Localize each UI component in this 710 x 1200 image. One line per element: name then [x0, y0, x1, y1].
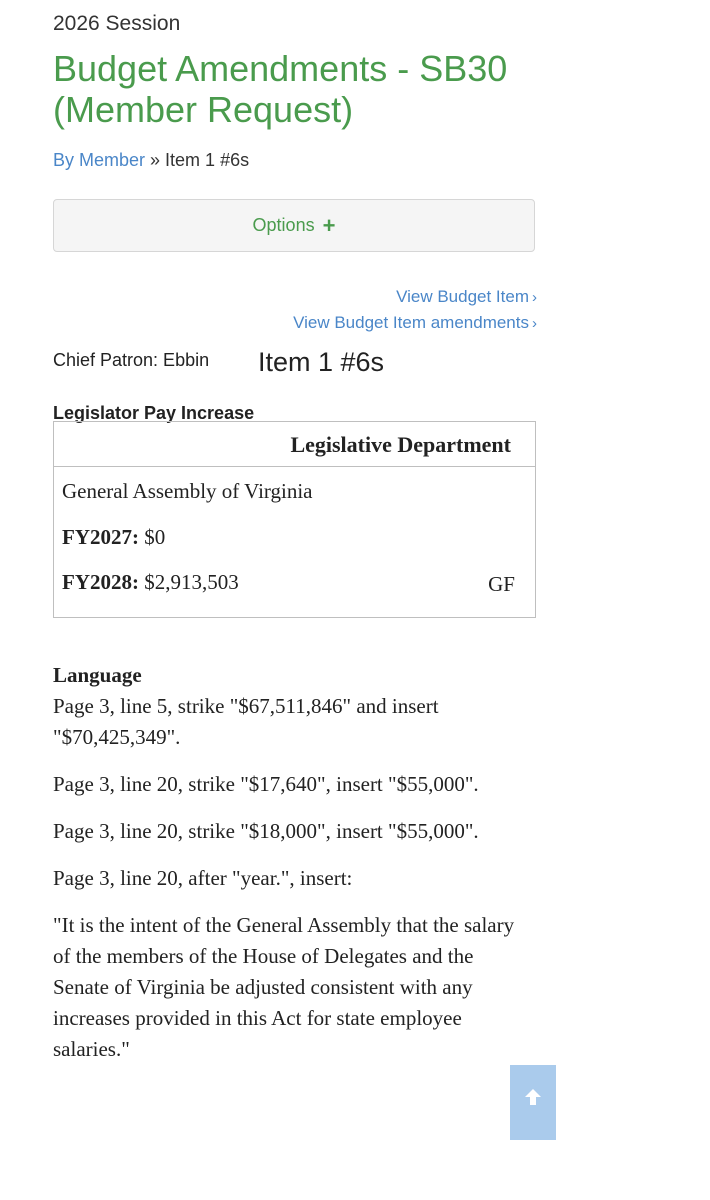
language-section	[53, 660, 523, 1081]
item-heading: Item 1 #6s	[258, 347, 385, 377]
fy2028-value: $2,913,503	[144, 570, 239, 594]
chief-patron: Chief Patron: Ebbin	[53, 350, 210, 370]
view-amendments-label: View Budget Item amendments	[293, 313, 529, 332]
language-paragraph: Page 3, line 20, strike "$17,640", insert "$55,000".	[53, 772, 479, 796]
view-budget-item-label: View Budget Item	[396, 287, 529, 306]
view-links	[293, 284, 537, 336]
language-heading: Language	[53, 663, 142, 687]
fund-code: GF	[488, 572, 515, 596]
department-header: Legislative Department	[54, 422, 535, 467]
language-paragraph: Page 3, line 20, strike "$18,000", insert "$55,000".	[53, 819, 479, 843]
view-budget-item-link[interactable]	[293, 284, 537, 310]
view-budget-item-amendments-link[interactable]	[293, 310, 537, 336]
agency-row	[62, 479, 515, 504]
language-paragraph: Page 3, line 5, strike "$67,511,846" and insert "$70,425,349".	[53, 694, 439, 749]
breadcrumb-by-member-link[interactable]: By Member	[53, 150, 146, 170]
chevron-right-icon: ›	[532, 315, 537, 332]
session-label: 2026 Session	[53, 12, 181, 35]
department-table	[53, 421, 536, 618]
fy2027-row	[62, 525, 515, 550]
breadcrumb-current: Item 1 #6s	[165, 150, 250, 170]
language-paragraph: "It is the intent of the General Assembly that the salary of the members of the House of Delegates and the Senate of Virginia be adjusted consistent with any increases provided in this Act for state employee salaries."	[53, 913, 515, 1061]
language-paragraph: Page 3, line 20, after "year.", insert:	[53, 866, 353, 890]
scroll-to-top-button[interactable]	[510, 1065, 556, 1140]
fy2028-row	[62, 570, 515, 595]
fy2028-label: FY2028:	[62, 570, 139, 594]
fy2027-value: $0	[144, 525, 166, 549]
options-label: Options	[252, 215, 315, 235]
chevron-right-icon: ›	[532, 289, 537, 306]
options-button[interactable]	[53, 199, 535, 252]
page-title: Budget Amendments - SB30 (Member Request)	[53, 48, 508, 130]
item-title: Legislator Pay Increase	[53, 403, 255, 423]
breadcrumb	[53, 150, 249, 171]
agency-name: General Assembly of Virginia	[62, 479, 313, 503]
plus-icon: +	[322, 212, 336, 238]
breadcrumb-separator: »	[145, 150, 166, 170]
fy2027-label: FY2027:	[62, 525, 139, 549]
arrow-up-icon	[523, 1087, 543, 1107]
